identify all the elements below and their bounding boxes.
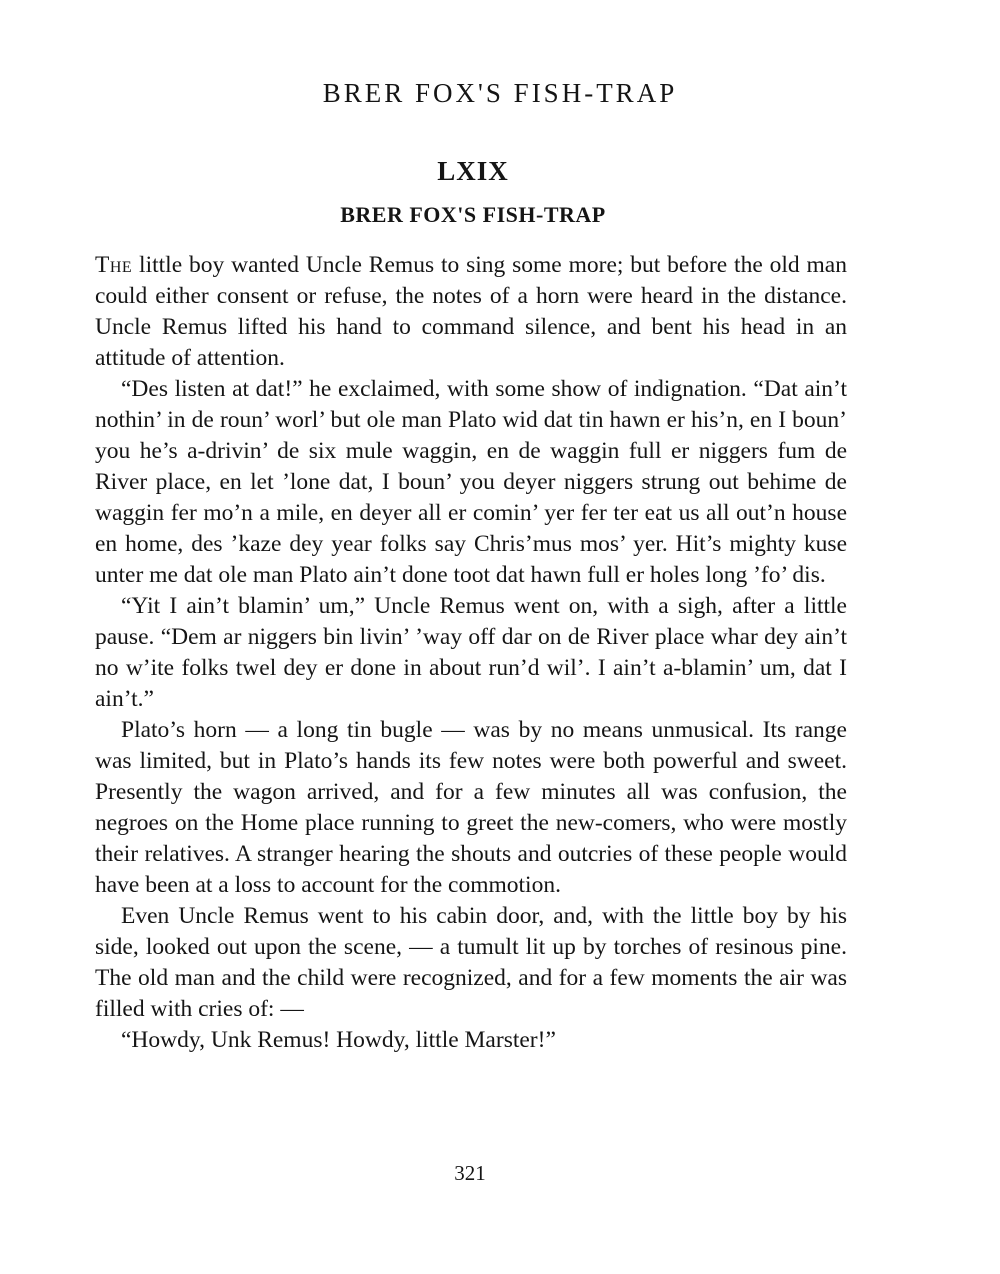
running-head: BRER FOX'S FISH-TRAP [322,78,678,108]
body-text [95,250,847,1056]
paragraph: “Howdy, Unk Remus! Howdy, little Marster!” [121,1027,556,1053]
paragraph: “Des listen at dat!” he exclaimed, with some show of indignation. “Dat ain’t nothin’ in de roun’ worl’ but ole man Plato wid dat tin hawn er his’n, en I boun’ you he’s a-drivin’ de six mule waggin, en de waggin full er niggers fum de River place, en let ’lone dat, I boun’ you deyer niggers strung out behime de waggin fer mo’n a mile, en deyer all er comin’ yer fer ter eat us all out’n house en home, des ’kaze dey year folks say Chris’mus mos’ yer. Hit’s mighty kuse unter me dat ole man Plato ain’t done toot dat hawn full er holes long ’fo’ dis. [95,376,847,588]
paragraph [95,250,847,374]
opening-word: The [95,252,133,278]
chapter-number: LXIX [437,156,509,186]
paragraph-text: little boy wanted Uncle Remus to sing some more; but before the old man could either consent or refuse, the notes of a horn were heard in the distance. Uncle Remus lifted his hand to command silence, and bent his head in an attitude of attention. [95,252,847,371]
paragraph: Plato’s horn — a long tin bugle — was by no means unmusical. Its range was limited, but in Plato’s hands its few notes were both powerful and sweet. Presently the wagon arrived, and for a few minutes all was confusion, the negroes on the Home place running to greet the new-comers, who were mostly their relatives. A stranger hearing the shouts and outcries of these people would have been at a loss to account for the commotion. [95,717,847,898]
paragraph: Even Uncle Remus went to his cabin door, and, with the little boy by his side, looked out upon the scene, — a tumult lit up by torches of resinous pine. The old man and the child were recognized, and for a few moments the air was filled with cries of: — [95,903,847,1022]
paragraph: “Yit I ain’t blamin’ um,” Uncle Remus went on, with a sigh, after a little pause. “Dem ar niggers bin livin’ ’way off dar on de River place whar dey ain’t no w’ite folks twel dey er done in about run’d wil’. I ain’t a-blamin’ um, dat I ain’t.” [95,593,847,712]
page-number: 321 [454,1161,486,1185]
chapter-title: BRER FOX'S FISH-TRAP [340,202,606,227]
